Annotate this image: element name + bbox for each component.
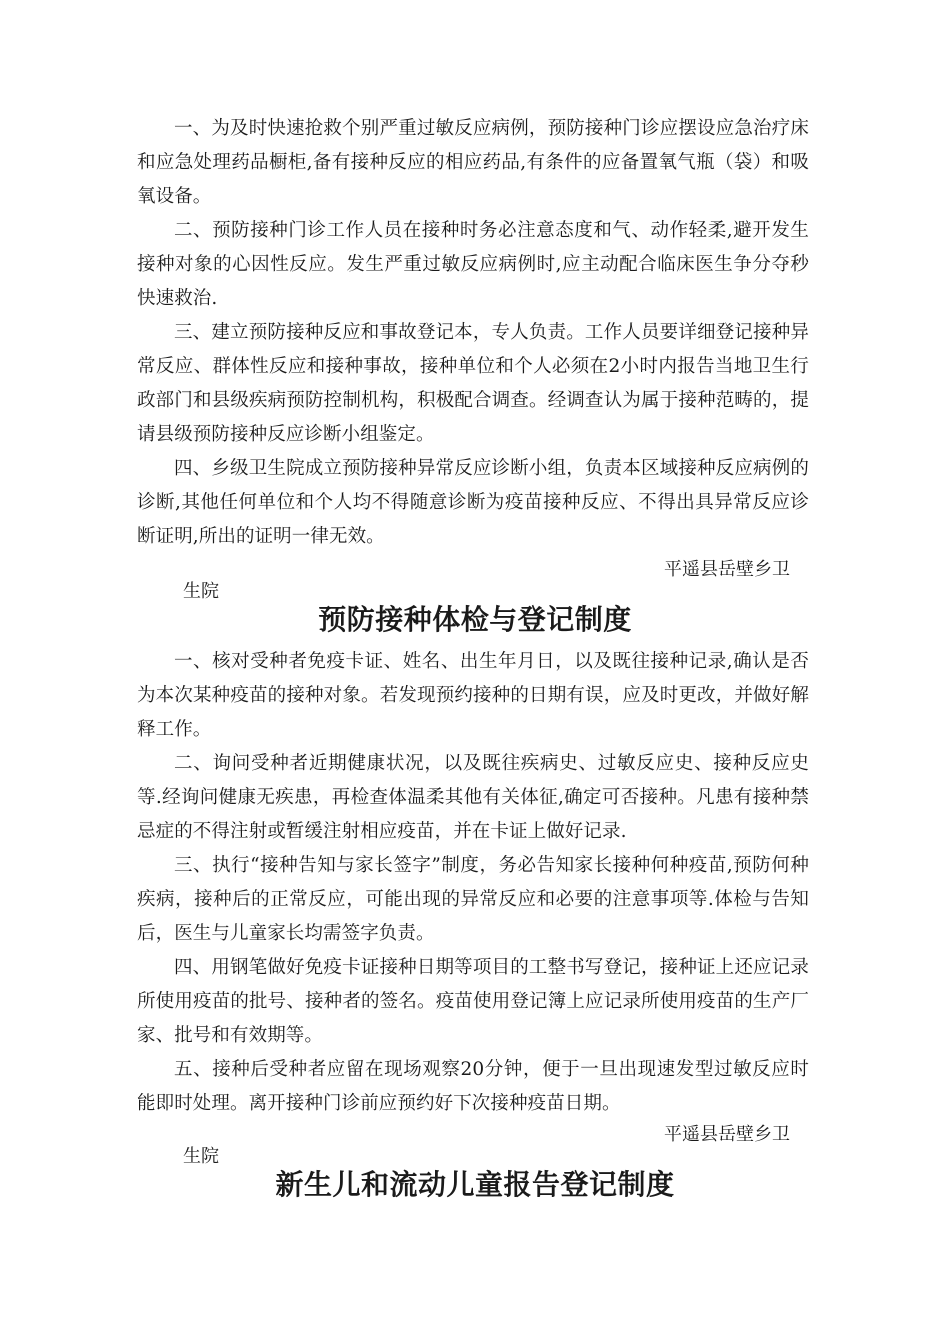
paragraph-2-2: 二、询问受种者近期健康状况，以及既往疾病史、过敏反应史、接种反应史等.经询问健康无疾患，再检查体温柔其他有关体征,确定可否接种。凡患有接种禁忌症的不得注射或暂缓注射相应疫苗，并在卡证上做好记录. [137, 753, 809, 842]
paragraph-2-1: 一、核对受种者免疫卡证、姓名、出生年月日，以及既往接种记录,确认是否为本次某种疫苗的接种对象。若发现预约接种的日期有误，应及时更改，并做好解释工作。 [137, 651, 809, 740]
paragraph-2-3: 三、执行“接种告知与家长签字”制度，务必告知家长接种何种疫苗,预防何种疾病，接种后的正常反应，可能出现的异常反应和必要的注意事项等.体检与告知后，医生与儿童家长均需签字负责。 [137, 855, 809, 944]
paragraph-1-1: 一、为及时快速抢救个别严重过敏反应病例，预防接种门诊应摆设应急治疗床和应急处理药品橱柜,备有接种反应的相应药品,有条件的应备置氧气瓶（袋）和吸氧设备。 [137, 118, 809, 207]
signature-line-1: 平遥县岳壁乡卫 [664, 559, 790, 580]
paragraph-2-4: 四、用钢笔做好免疫卡证接种日期等项目的工整书写登记，接种证上还应记录所使用疫苗的批号、接种者的签名。疫苗使用登记簿上应记录所使用疫苗的生产厂家、批号和有效期等。 [137, 957, 809, 1046]
paragraph-1-4: 四、乡级卫生院成立预防接种异常反应诊断小组，负责本区域接种反应病例的诊断,其他任何单位和个人均不得随意诊断为疫苗接种反应、不得出具异常反应诊断证明,所出的证明一律无效。 [137, 458, 809, 547]
signature-line-2: 生院 [183, 581, 219, 602]
signature-line-4: 生院 [183, 1146, 219, 1167]
paragraph-1-3: 三、建立预防接种反应和事故登记本，专人负责。工作人员要详细登记接种异常反应、群体性反应和接种事故，接种单位和个人必须在2小时内报告当地卫生行政部门和县级疾病预防控制机构，积极配合调查。经调查认为属于接种范畴的，提请县级预防接种反应诊断小组鉴定。 [137, 322, 809, 445]
section-title-checkup: 预防接种体检与登记制度 [318, 603, 632, 636]
paragraph-1-2: 二、预防接种门诊工作人员在接种时务必注意态度和气、动作轻柔,避开发生接种对象的心因性反应。发生严重过敏反应病例时,应主动配合临床医生争分夺秒快速救治. [137, 220, 809, 309]
paragraph-2-5: 五、接种后受种者应留在现场观察20分钟，便于一旦出现速发型过敏反应时能即时处理。离开接种门诊前应预约好下次接种疫苗日期。 [137, 1059, 809, 1114]
section-title-newborn: 新生儿和流动儿童报告登记制度 [275, 1168, 675, 1201]
signature-line-3: 平遥县岳壁乡卫 [664, 1124, 790, 1145]
